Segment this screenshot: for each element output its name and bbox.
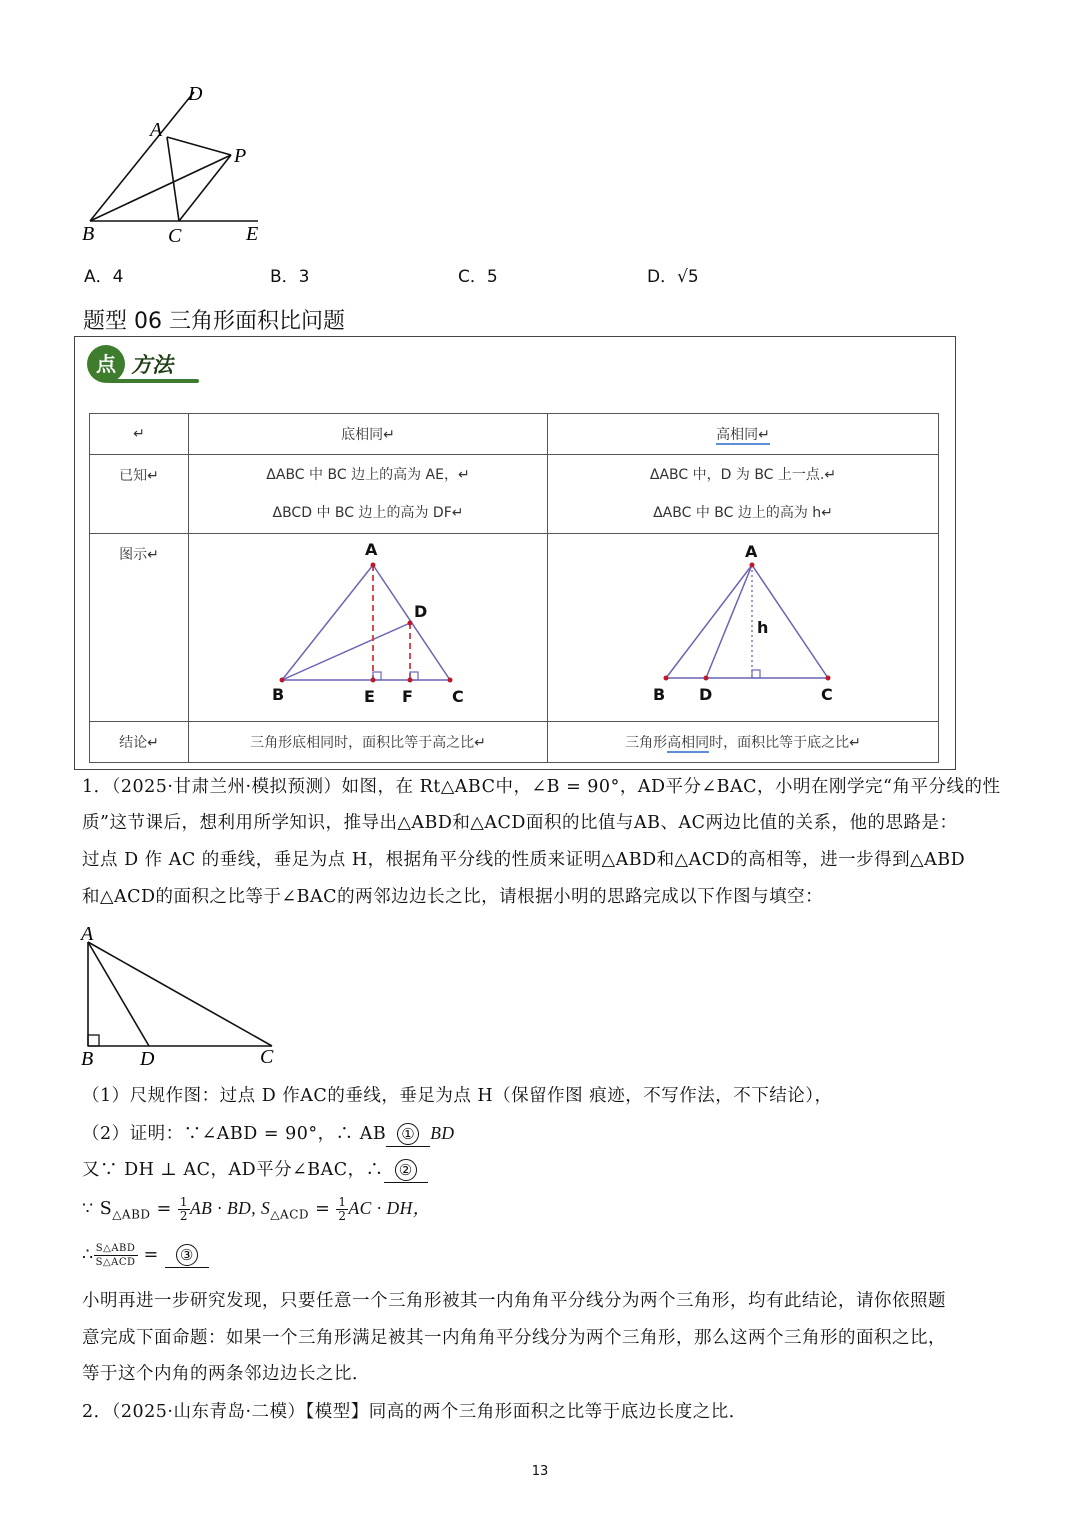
label-A: A [81, 923, 94, 945]
svg-text:B: B [272, 685, 285, 704]
blank-3: ③ [165, 1243, 209, 1268]
svg-text:F: F [402, 687, 413, 706]
choice-c: C．5 [458, 267, 498, 287]
label-E: E [246, 223, 259, 245]
table-header-same-base: 底相同↵ [189, 414, 548, 455]
row-label-figure: 图示↵ [90, 534, 189, 722]
method-badge [87, 345, 189, 385]
problem2-line: 2．（2025·山东青岛·二模）【模型】同高的两个三角形面积之比等于底边长度之比． [82, 1402, 747, 1422]
label-D: D [140, 1048, 155, 1070]
geometry-figure-top [76, 80, 276, 250]
svg-text:E: E [364, 687, 375, 706]
svg-text:D: D [699, 685, 713, 704]
problem1-line-4: 和△ACD的面积之比等于∠BAC的两邻边边长之比，请根据小明的思路完成以下作图与填空： [82, 887, 824, 907]
blank-1: ① [386, 1122, 430, 1147]
choice-d: D．√5 [647, 267, 699, 287]
svg-text:C: C [452, 687, 464, 706]
label-C: C [260, 1046, 274, 1068]
choice-b: B．3 [270, 267, 310, 287]
choice-a: A．4 [84, 267, 124, 287]
badge-circle: 点 [87, 345, 125, 383]
step-3: 又∵ DH ⊥ AC，AD平分∠BAC，∴ ② [82, 1158, 428, 1183]
label-P: P [234, 145, 247, 167]
figure-left [189, 534, 548, 722]
summary-line-2: 意完成下面命题：如果一个三角形满足被其一内角角平分线分为两个三角形，那么这两个三角形的面积之比， [82, 1328, 946, 1348]
problem1-line-1: 1．（2025·甘肃兰州·模拟预测）如图，在 Rt△ABC中，∠B = 90°，AD平分∠BAC，小明在刚学完“角平分线的性 [82, 777, 1001, 797]
table-header-same-height: 高相同↵ [548, 414, 939, 455]
step-2: （2）证明：∵∠ABD = 90°，∴ AB ① BD [82, 1121, 455, 1147]
page-number: 13 [531, 1464, 549, 1479]
label-B: B [81, 1048, 94, 1070]
problem1-line-3: 过点 D 作 AC 的垂线，垂足为点 H，根据角平分线的性质来证明△ABD和△ACD的高相等，进一步得到△ABD [82, 850, 966, 870]
label-D: D [188, 83, 203, 105]
label-A: A [150, 119, 163, 141]
badge-underline [107, 379, 199, 383]
known-left: ΔABC 中 BC 边上的高为 AE，↵ ΔBCD 中 BC 边上的高为 DF↵ [189, 455, 548, 534]
section-title: 题型 06 三角形面积比问题 [83, 309, 345, 334]
conclusion-left: 三角形底相同时，面积比等于高之比↵ [189, 722, 548, 763]
label-B: B [82, 223, 95, 245]
step-5: ∴ $\frac{\text{S△ABD}}{\text{S△ACD}}$ = ③ [82, 1242, 209, 1269]
figure-right [548, 534, 939, 722]
summary-line-3: 等于这个内角的两条邻边边长之比． [82, 1364, 370, 1384]
row-label-conclusion: 结论↵ [90, 722, 189, 763]
conclusion-right: 三角形高相同时，面积比等于底之比↵ [548, 722, 939, 763]
row-label-known: 已知↵ [90, 455, 189, 534]
svg-text:D: D [414, 602, 428, 621]
known-right: ΔABC 中，D 为 BC 上一点.↵ ΔABC 中 BC 边上的高为 h↵ [548, 455, 939, 534]
problem1-line-2: 质”这节课后，想利用所学知识，推导出△ABD和△ACD面积的比值与AB、AC两边比值的关系，他的思路是： [82, 813, 958, 833]
blank-2: ② [384, 1158, 428, 1183]
svg-text:A: A [365, 540, 378, 559]
step-1: （1）尺规作图：过点 D 作AC的垂线，垂足为点 H（保留作图 痕迹，不写作法，不下结论）， [82, 1086, 833, 1106]
method-box [74, 336, 956, 770]
geometry-figure-problem1 [76, 922, 286, 1072]
table-header-empty: ↵ [90, 414, 189, 455]
badge-word: 方法 [131, 352, 173, 377]
summary-line-1: 小明再进一步研究发现，只要任意一个三角形被其一内角角平分线分为两个三角形，均有此结论，请你依照题 [82, 1291, 946, 1311]
label-C: C [168, 225, 182, 247]
svg-text:B: B [653, 685, 666, 704]
svg-text:h: h [757, 618, 769, 637]
method-table [89, 413, 939, 763]
step-4: ∵ $S_{\triangle ABD}$ = $\frac{1}{2}$ AB · BD, $S_{\triangle ACD}$ = $\frac{1}{2}$ AC · DH， [82, 1195, 431, 1223]
svg-text:C: C [821, 685, 833, 704]
svg-text:A: A [745, 542, 758, 561]
